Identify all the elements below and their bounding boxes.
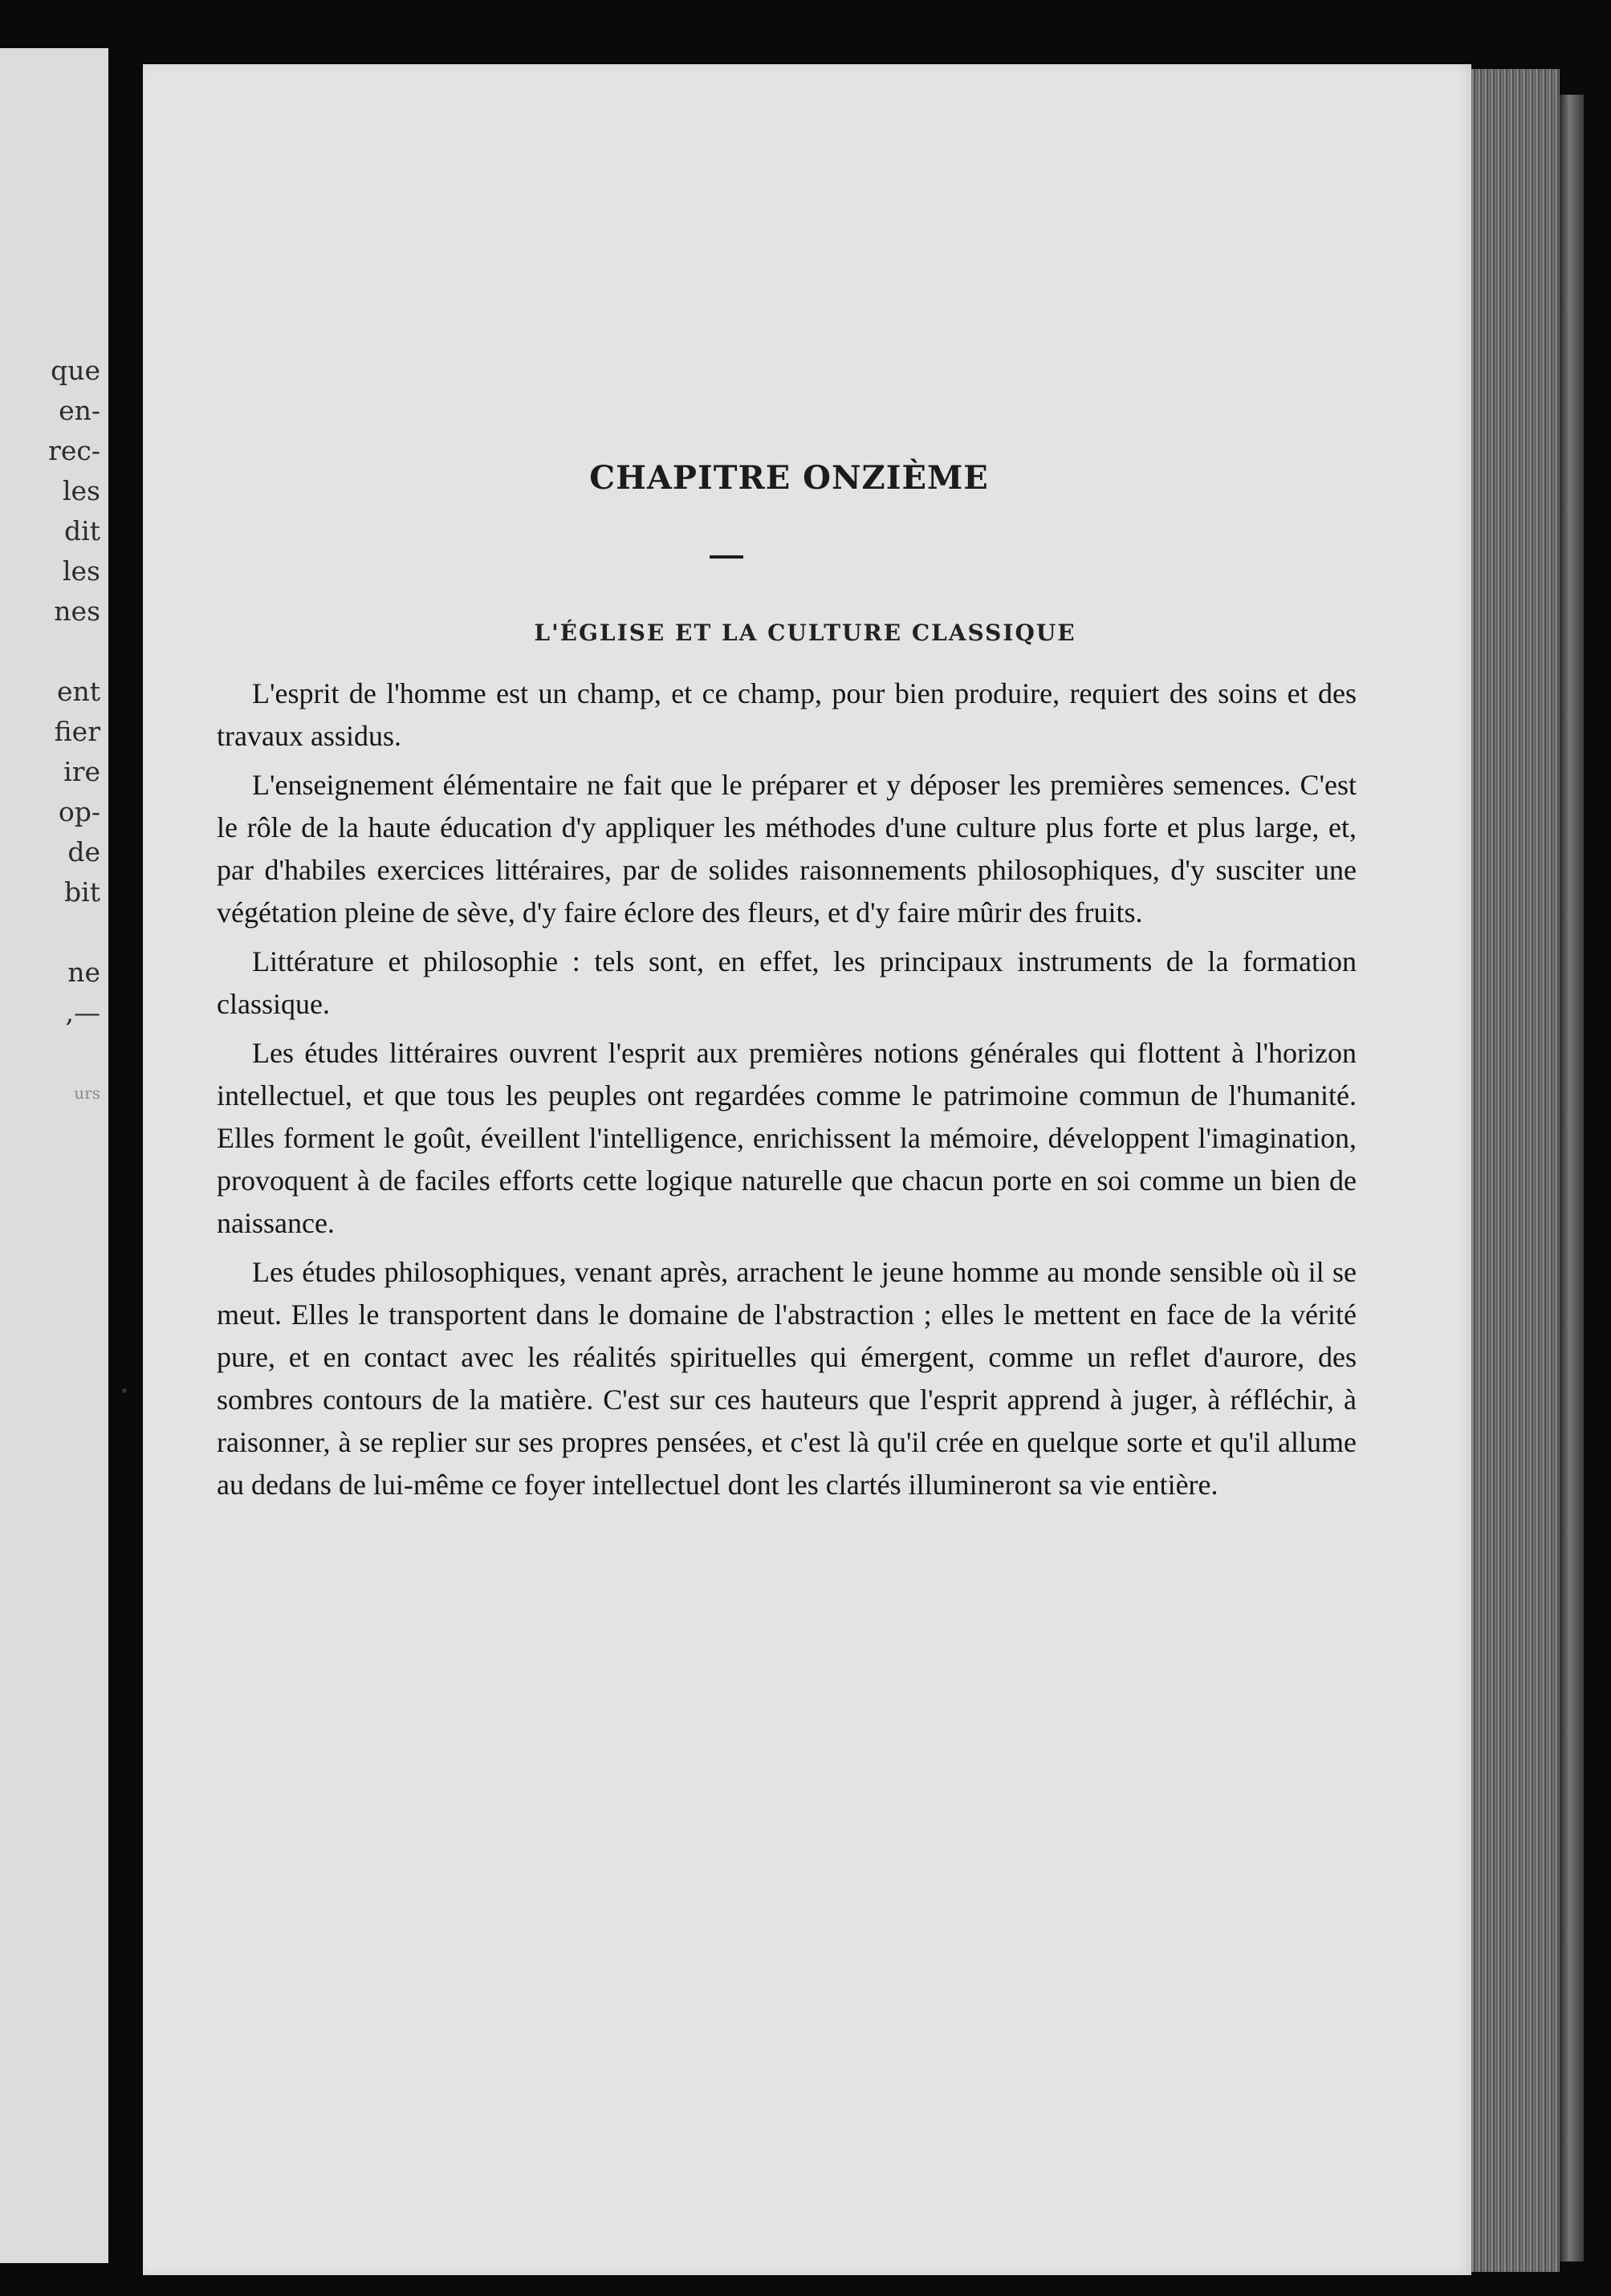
left-page-fragment: les: [62, 475, 100, 506]
left-page-fragment: fier: [54, 716, 100, 747]
left-page-fragment: dit: [64, 515, 100, 547]
paragraph: Les études philosophiques, venant après, arrachent le jeune homme au monde sensible où il se meut. Elles le transportent dans le domaine de l'abstraction ; elles le mettent en face de la vérité pure, et en contact avec les réalités spirituelles qui émergent, comme un reflet d'aurore, des sombres contours de la matière. C'est sur ces hauteurs que l'esprit apprend à juger, à réfléchir, à raisonner, à se replier sur ses propres pensées, et c'est là qu'il crée en quelque sorte et qu'il allume au dedans de lui-même ce foyer intellectuel dont les clartés illumineront sa vie entière.: [217, 1256, 1357, 1501]
paragraph: L'esprit de l'homme est un champ, et ce champ, pour bien produire, requiert des soins et des travaux assidus.: [217, 677, 1357, 752]
left-page-fragment: nes: [54, 595, 100, 627]
left-page-fragment: bit: [64, 876, 100, 908]
left-page-fragment: ne: [67, 957, 100, 988]
left-page-fragment: de: [67, 836, 100, 868]
paper-speck: [122, 1388, 127, 1393]
left-page-fragment: op-: [58, 796, 100, 827]
title-divider: [710, 555, 743, 559]
left-page-fragment: ire: [63, 756, 100, 787]
book-cover-edge: [1560, 95, 1584, 2261]
paragraph: Les études littéraires ouvrent l'esprit aux premières notions générales qui flottent à l'horizon intellectuel, et que tous les peuples ont regardées comme le patrimoine commun de l'humanité. Elles forment le goût, éveillent l'intelligence, enrichissent la mémoire, développent l'imagination, provoquent à de faciles efforts cette logique naturelle que chacun porte en soi comme un bien de naissance.: [217, 1037, 1357, 1239]
left-page-fragment: ent: [56, 676, 100, 707]
section-title: L'ÉGLISE ET LA CULTURE CLASSIQUE: [534, 620, 1076, 646]
left-page-fragment: ,—: [65, 997, 100, 1028]
left-page-smudge: urs: [74, 1083, 100, 1103]
left-page-fragment: que: [51, 355, 100, 386]
left-page-fragment: rec-: [48, 435, 100, 466]
page-stack-edge: [1471, 69, 1560, 2272]
paragraph: Littérature et philosophie : tels sont, en effet, les principaux instruments de la formation classique.: [217, 945, 1357, 1020]
paragraph: L'enseignement élémentaire ne fait que le préparer et y déposer les premières semences. C'est le rôle de la haute éducation d'y appliquer les méthodes d'une culture plus forte et plus large, et, par d'habiles exercices littéraires, par de solides raisonnements philosophiques, d'y susciter une végétation pleine de sève, d'y faire éclore des fleurs, et d'y faire mûrir des fruits.: [217, 769, 1357, 929]
chapter-title: CHAPITRE ONZIÈME: [589, 459, 989, 497]
left-page-fragment: en-: [59, 395, 100, 426]
left-facing-page: [0, 48, 108, 2263]
book-page: [143, 64, 1471, 2275]
left-page-fragment: les: [62, 555, 100, 587]
chapter-body: [217, 673, 1357, 1513]
